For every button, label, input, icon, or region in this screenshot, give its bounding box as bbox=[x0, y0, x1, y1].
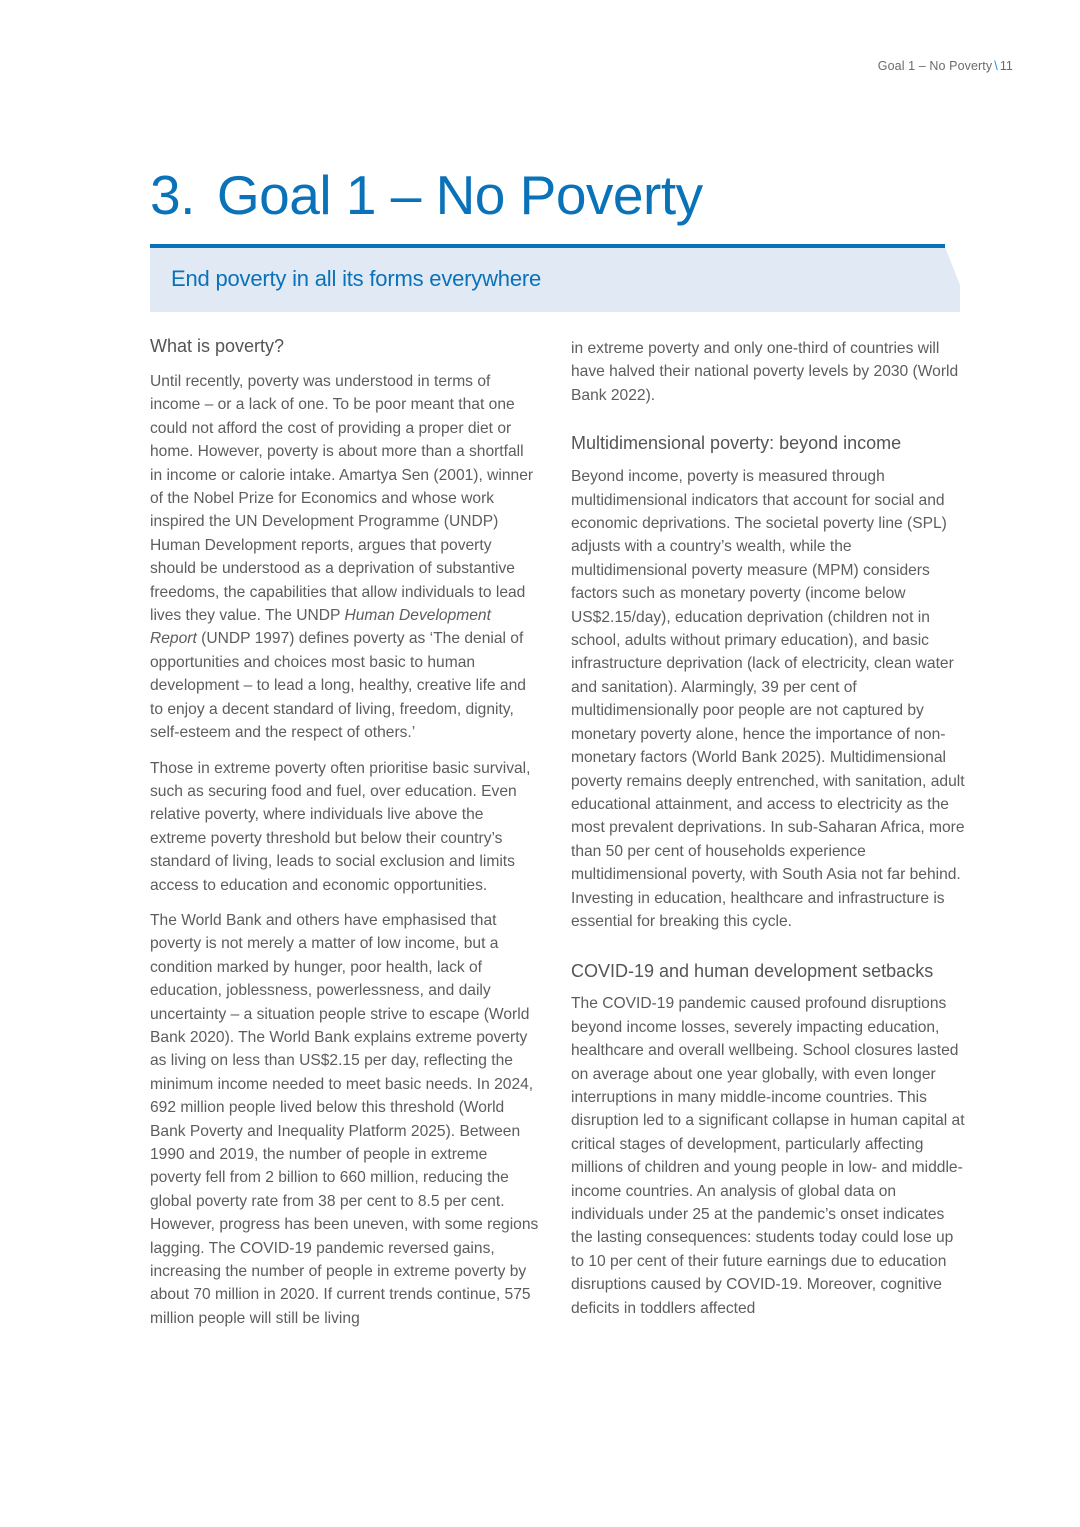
paragraph-world-bank: The World Bank and others have emphasised that poverty is not merely a matter of low income, but a condition marked by hunger, poor health, lack of education, joblessness, powerlessness, and daily uncertainty – a situation people strive to escape (World Bank 2020). The World Bank explains extreme poverty as living on less than US$2.15 per day, reflecting the minimum income needed to meet basic needs. In 2024, 692 million people lived below this threshold (World Bank Poverty and Inequality Platform 2025). Between 1990 and 2019, the number of people in extreme poverty fell from 2 billion to 660 million, reducing the global poverty rate from 38 per cent to 8.5 per cent. However, progress has been uneven, with some regions lagging. The COVID-19 pandemic reversed gains, increasing the number of people in extreme poverty by about 70 million in 2020. If current trends continue, 575 million people will still be living bbox=[150, 911, 539, 1327]
paragraph-extreme-poverty: Those in extreme poverty often prioritise basic survival, such as securing food and fuel, over education. Even relative poverty, where individuals live above the extreme poverty threshold but below their country’s standard of living, leads to social exclusion and limits access to education and economic opportunities. bbox=[150, 759, 531, 894]
paragraph-definition-text: Until recently, poverty was understood in terms of income – or a lack of one. To be poor meant that one could not afford the cost of providing a proper diet or home. However, poverty is about more than a shortfall in income or calorie intake. Amartya Sen (2001), winner of the Nobel Prize for Economics and whose work inspired the UN Development Programme (UNDP) Human Development reports, argues that poverty should be understood as a deprivation of substantive freedoms, the capabilities that allow individuals to lead lives they value. The UNDP bbox=[150, 373, 534, 625]
paragraph-multidimensional: Beyond income, poverty is measured through multidimensional indicators that account for social and economic deprivations. The societal poverty line (SPL) adjusts with a country’s wealth, while the multidimensional poverty measure (MPM) considers factors such as monetary poverty (income below US$2.15/day), education deprivation (children not in school, adults without primary education), and basic infrastructure deprivation (lack of electricity, clean water and sanitation). Alarmingly, 39 per cent of multidimensionally poor people are not captured by monetary poverty alone, hence the importance of non-monetary factors (World Bank 2025). Multidimensional poverty remains deeply entrenched, with sanitation, adult educational attainment, and access to electricity as the most prevalent deprivations. In sub-Saharan Africa, more than 50 per cent of households experience multidimensional poverty, with South Asia not far behind. Investing in education, healthcare and infrastructure is essential for breaking this cycle. bbox=[571, 468, 965, 930]
running-header bbox=[878, 59, 1013, 73]
chapter-title-text: Goal 1 – No Poverty bbox=[216, 164, 703, 226]
goal-subtitle-banner bbox=[150, 244, 960, 312]
banner-rule bbox=[150, 244, 945, 248]
right-column bbox=[571, 337, 966, 1332]
report-title: Human Development Report bbox=[150, 607, 491, 648]
paragraph-continuation: in extreme poverty and only one-third of countries will have halved their national poverty levels by 2030 (World Bank 2022). bbox=[571, 340, 959, 404]
chapter-number: 3. bbox=[150, 164, 195, 226]
left-column bbox=[150, 334, 540, 1342]
paragraph-covid: The COVID-19 pandemic caused profound disruptions beyond income losses, severely impacting education, healthcare and overall wellbeing. School closures lasted on average about one year globally, with even longer interruptions in many middle-income countries. This disruption led to a significant collapse in human capital at critical stages of development, particularly affecting millions of children and young people in low- and middle-income countries. An analysis of global data on individuals under 25 at the pandemic’s onset indicates the lasting consequences: students today could lose up to 10 per cent of their future earnings due to education disruptions caused by COVID-19. Moreover, cognitive deficits in toddlers affected bbox=[571, 995, 965, 1317]
paragraph-definition-end: (UNDP 1997) defines poverty as ‘The denial of opportunities and choices most basic to human development – to lead a long, healthy, creative life and to enjoy a decent standard of living, freedom, dignity, self-esteem and the respect of others.’ bbox=[150, 630, 526, 742]
running-header-section: Goal 1 – No Poverty bbox=[877, 59, 993, 73]
heading-covid-setbacks: COVID-19 and human development setbacks bbox=[571, 961, 934, 982]
chapter-title bbox=[150, 160, 703, 230]
running-header-separator: \ bbox=[994, 59, 998, 73]
paragraph-definition bbox=[150, 370, 540, 745]
heading-multidimensional-poverty: Multidimensional poverty: beyond income bbox=[571, 433, 902, 454]
goal-subtitle: End poverty in all its forms everywhere bbox=[171, 266, 542, 291]
heading-what-is-poverty: What is poverty? bbox=[150, 336, 285, 356]
page-number: 11 bbox=[999, 59, 1013, 73]
